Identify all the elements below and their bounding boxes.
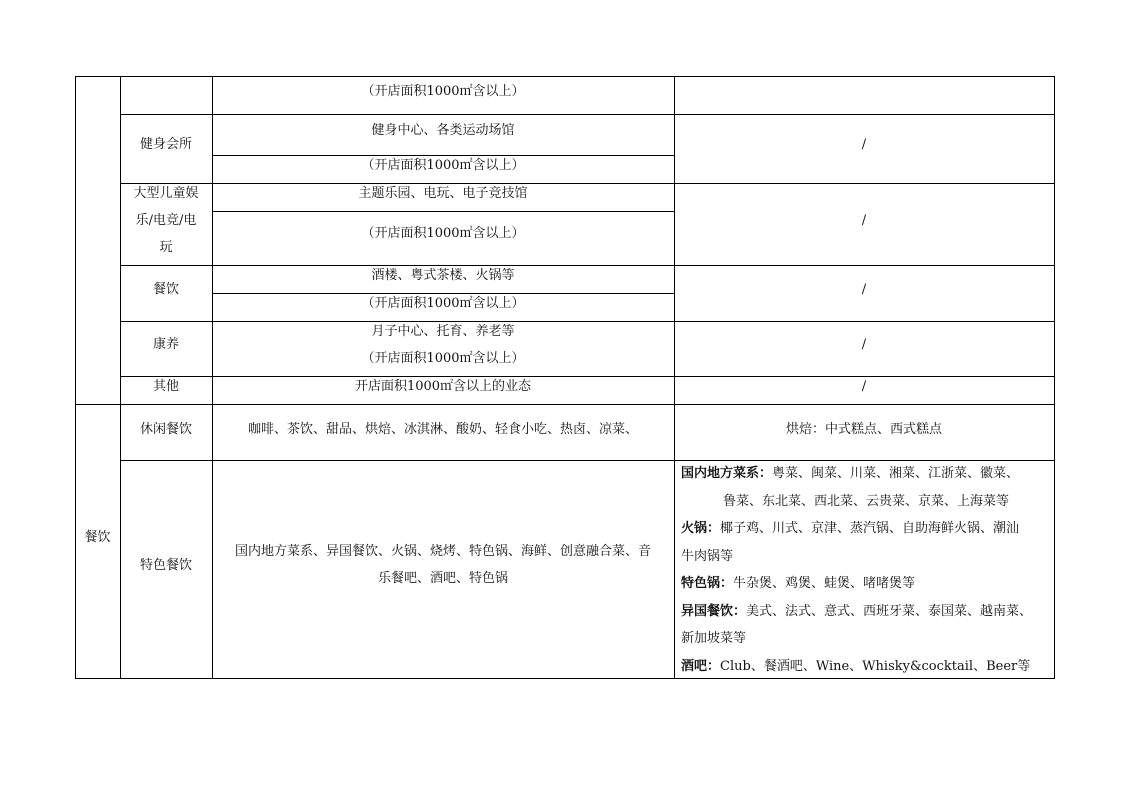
detail-hotpot: 火锅：椰子鸡、川式、京津、蒸汽锅、自助海鲜火锅、潮汕: [681, 521, 1020, 536]
fitness-category: 健身会所: [139, 136, 192, 152]
detail-label: 国内地方菜系：: [681, 466, 773, 481]
casual-desc: 咖啡、茶饮、甜品、烘焙、冰淇淋、酸奶、轻食小吃、热卤、凉菜、: [247, 421, 638, 437]
casual-category: 休闲餐饮: [139, 421, 192, 437]
kids-category: [120, 180, 212, 261]
detail-pot: 特色锅：牛杂煲、鸡煲、蛙煲、啫啫煲等: [681, 576, 916, 591]
kids-desc2: （开店面积1000㎡含以上）: [361, 225, 525, 241]
fitness-desc2: （开店面积1000㎡含以上）: [361, 157, 525, 173]
health-category: 康养: [152, 337, 179, 352]
detail-foreign-cont: 新加坡菜等: [681, 631, 747, 646]
health-desc2: （开店面积1000㎡含以上）: [361, 350, 525, 366]
special-desc: [212, 538, 674, 592]
fitness-desc1: 健身中心、各类运动场馆: [371, 122, 515, 138]
table-border-right: [1054, 76, 1055, 679]
detail-label: 异国餐饮：: [681, 603, 747, 619]
detail-label: 火锅：: [681, 521, 721, 536]
detail-bar: 酒吧：Club、餐酒吧、Wine、Whisky&cocktail、Beer等: [681, 658, 1031, 674]
kids-desc1: 主题乐园、电玩、电子竞技馆: [358, 185, 528, 201]
detail-regional: 国内地方菜系：粤菜、闽菜、川菜、湘菜、江浙菜、徽菜、: [681, 466, 1020, 481]
detail-label: 特色锅：: [681, 576, 734, 591]
health-desc1: 月子中心、托育、养老等: [371, 323, 515, 339]
special-desc-line: 乐餐吧、酒吧、特色锅: [377, 571, 508, 586]
special-details: [681, 460, 1051, 680]
casual-note: 烘焙：中式糕点、西式糕点: [785, 421, 942, 437]
fitness-note: /: [861, 136, 867, 152]
special-category: 特色餐饮: [139, 557, 192, 573]
group-dining: 餐饮: [84, 530, 111, 545]
dining-desc2: （开店面积1000㎡含以上）: [361, 295, 525, 311]
health-note: /: [861, 337, 867, 352]
detail-regional-cont: 鲁菜、东北菜、西北菜、云贵菜、京菜、上海菜等: [723, 493, 1010, 509]
dining-desc1: 酒楼、粤式茶楼、火锅等: [371, 267, 515, 283]
dining-note: /: [861, 281, 867, 297]
kids-category-line: 大型儿童娱: [133, 186, 199, 201]
detail-foreign: 异国餐饮：美式、法式、意式、西班牙菜、泰国菜、越南菜、: [681, 603, 1033, 619]
dining-category: 餐饮: [152, 281, 179, 297]
kids-category-line: 玩: [159, 240, 173, 255]
other-note: /: [861, 379, 867, 394]
row0-desc: （开店面积1000㎡含以上）: [361, 83, 525, 99]
kids-note: /: [861, 212, 867, 228]
other-desc: 开店面积1000㎡含以上的业态: [354, 379, 532, 394]
detail-hotpot-cont: 牛肉锅等: [681, 548, 734, 564]
other-category: 其他: [152, 379, 179, 394]
detail-label: 酒吧：: [681, 658, 721, 674]
special-desc-line: 国内地方菜系、异国餐饮、火锅、烧烤、特色锅、海鲜、创意融合菜、音: [234, 544, 651, 559]
kids-category-line: 乐/电竞/电: [135, 213, 197, 228]
